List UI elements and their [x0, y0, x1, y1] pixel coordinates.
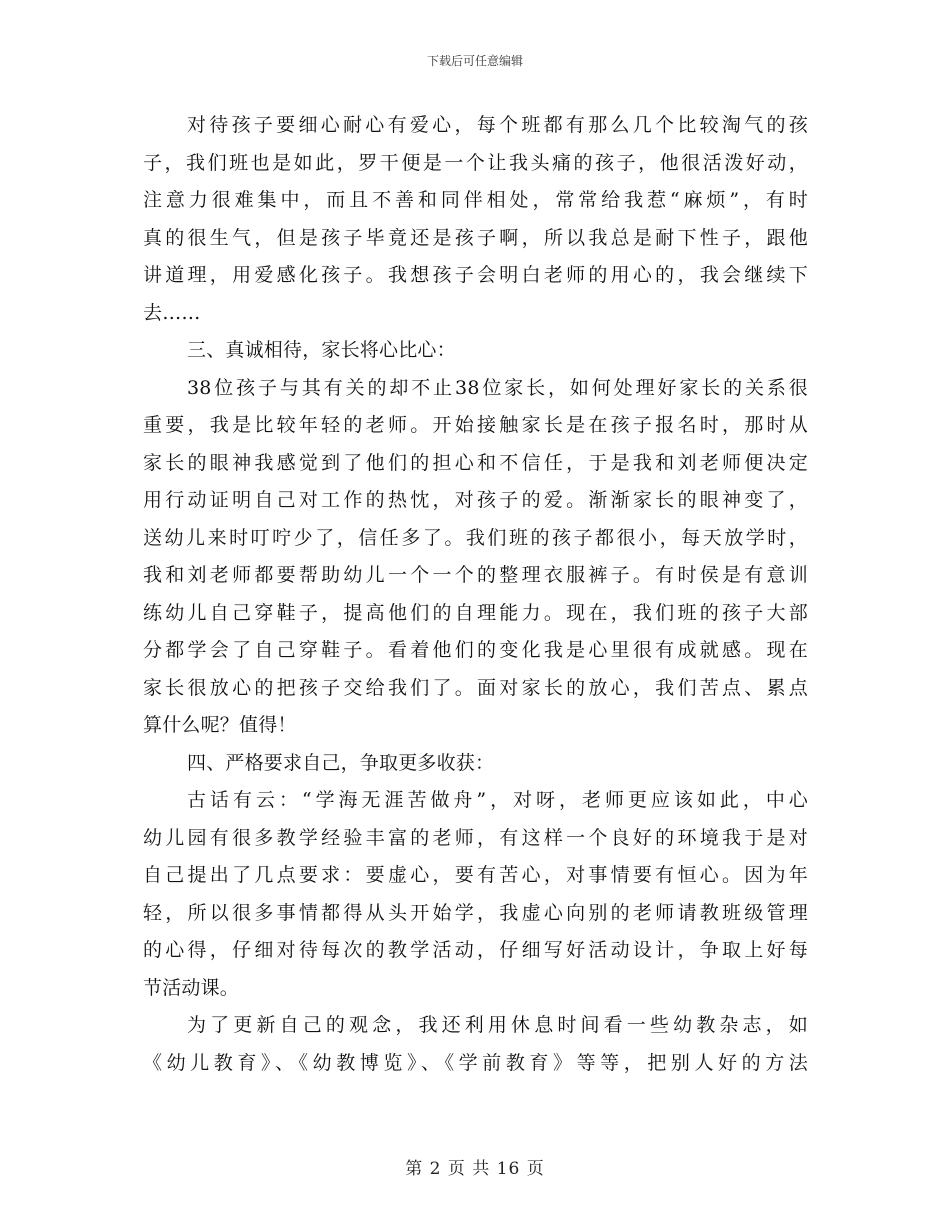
- text-line: 算什么呢？值得！: [143, 714, 297, 736]
- text-line: 子，我们班也是如此，罗干便是一个让我头痛的孩子，他很活泼好动，: [143, 151, 808, 174]
- text-line: 我和刘老师都要帮助幼儿一个一个的整理衣服裤子。有时侯是有意训: [143, 564, 808, 586]
- text-line: 古话有云：“学海无涯苦做舟”，对呀，老师更应该如此，中心: [187, 789, 808, 811]
- document-body: [143, 107, 808, 1082]
- text-line: 为了更新自己的观念，我还利用休息时间看一些幼教杂志，如: [187, 1014, 808, 1036]
- text-line: 送幼儿来时叮咛少了，信任多了。我们班的孩子都很小，每天放学时，: [143, 526, 808, 549]
- text-line: 去……: [143, 301, 201, 324]
- text-line: 家长很放心的把孩子交给我们了。面对家长的放心，我们苦点、累点: [143, 676, 808, 699]
- text-line: 重要，我是比较年轻的老师。开始接触家长是在孩子报名时，那时从: [143, 414, 808, 436]
- text-line: 自己提出了几点要求：要虚心，要有苦心，对事情要有恒心。因为年: [143, 864, 808, 886]
- text-line: 四、严格要求自己，争取更多收获：: [187, 751, 495, 774]
- text-line: 38位孩子与其有关的却不止38位家长，如何处理好家长的关系很: [187, 376, 808, 399]
- page-footer: 第 2 页 共 16 页: [405, 1159, 545, 1179]
- text-line: 的心得，仔细对待每次的教学活动，仔细写好活动设计，争取上好每: [143, 939, 808, 961]
- text-line: 讲道理，用爱感化孩子。我想孩子会明白老师的用心的，我会继续下: [143, 264, 808, 286]
- text-line: 真的很生气，但是孩子毕竟还是孩子啊，所以我总是耐下性子，跟他: [143, 226, 808, 249]
- text-line: 对待孩子要细心耐心有爱心，每个班都有那么几个比较淘气的孩: [187, 114, 808, 136]
- page-header: 下载后可任意编辑: [426, 54, 523, 68]
- text-line: 注意力很难集中，而且不善和同伴相处，常常给我惹“麻烦”，有时: [143, 189, 808, 211]
- text-line: 家长的眼神我感觉到了他们的担心和不信任，于是我和刘老师便决定: [143, 451, 808, 474]
- text-line: 用行动证明自己对工作的热忱，对孩子的爱。渐渐家长的眼神变了，: [143, 489, 808, 511]
- text-line: 节活动课。: [143, 976, 240, 999]
- text-line: 《幼儿教育》、《幼教博览》、《学前教育》等等，把别人好的方法: [143, 1051, 808, 1074]
- text-line: 分都学会了自己穿鞋子。看着他们的变化我是心里很有成就感。现在: [143, 639, 808, 661]
- text-line: 轻，所以很多事情都得从头开始学，我虚心向别的老师请教班级管理: [143, 901, 808, 924]
- text-line: 幼儿园有很多教学经验丰富的老师，有这样一个良好的环境我于是对: [143, 826, 808, 849]
- text-line: 练幼儿自己穿鞋子，提高他们的自理能力。现在，我们班的孩子大部: [143, 601, 808, 624]
- text-line: 三、真诚相待，家长将心比心：: [187, 339, 456, 361]
